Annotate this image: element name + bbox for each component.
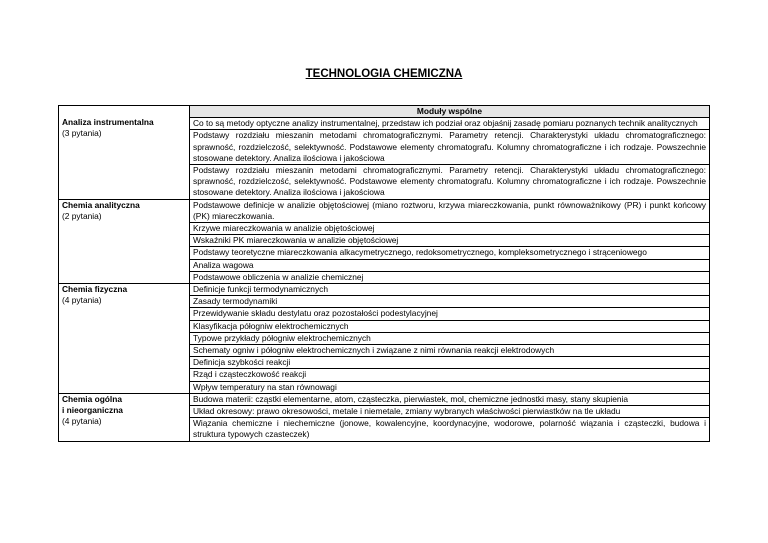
section-count: (2 pytania) — [62, 210, 102, 221]
topic-cell: Definicja szybkości reakcji — [190, 357, 710, 369]
section-name: Chemia analityczna — [62, 199, 140, 210]
header-row — [59, 106, 710, 118]
topic-cell: Krzywe miareczkowania w analizie objętościowej — [190, 223, 710, 235]
section-name: Chemia fizyczna — [62, 284, 128, 295]
topic-cell: Przewidywanie składu destylatu oraz pozostałości podestylacyjnej — [190, 308, 710, 320]
topic-cell: Wiązania chemiczne i niechemiczne (jonowe, kowalencyjne, koordynacyjne, wodorowe, polarność wiązania i cząsteczki, budowa i struktura typowych czasteczek) — [190, 418, 710, 441]
topic-cell: Wskaźniki PK miareczkowania w analizie objętościowej — [190, 235, 710, 247]
topic-cell: Zasady termodynamiki — [190, 296, 710, 308]
topic-cell: Co to są metody optyczne analizy instrumentalnej, przedstaw ich podział oraz objaśnij zasadę pomiaru poznanych technik analitycznych — [190, 118, 710, 130]
section-label-fizyczna — [59, 284, 190, 394]
section-name: Chemia ogólna — [62, 393, 123, 404]
section-name-cont: i nieorganiczna — [62, 405, 123, 416]
topic-cell: Podstawy teoretyczne miareczkowania alkacymetrycznego, redoksometrycznego, kompleksometrycznego i strąceniowego — [190, 247, 710, 259]
topic-cell: Podstawowe definicje w analizie objętościowej (miano roztworu, krzywa miareczkowania, punkt równoważnikowy (PR) i punkt końcowy (PK) miareczkowania. — [190, 199, 710, 222]
section-name: Analiza instrumentalna — [62, 117, 154, 127]
topic-cell: Wpływ temperatury na stan równowagi — [190, 381, 710, 393]
topic-cell: Analiza wagowa — [190, 259, 710, 271]
topic-cell: Podstawy rozdziału mieszanin metodami chromatograficznymi. Parametry retencji. Charakterystyki układu chromatograficznego: sprawność, rozdzielczość, selektywność. Podstawowe elementy chromatografu. Kolumny chromatograficzne i ich rodzaje. Powszechnie stosowane detektory. Analiza ilościowa i jakościowa — [190, 165, 710, 200]
section-count: (4 pytania) — [62, 416, 102, 427]
section-label-ogolna — [59, 393, 190, 441]
topic-cell: Podstawy rozdziału mieszanin metodami chromatograficznymi. Parametry retencji. Charakterystyki układu chromatograficznego: sprawność, rozdzielczość, selektywność. Podstawowe elementy chromatografu. Kolumny chromatograficzne i ich rodzaje. Powszechnie stosowane detektory. Analiza ilościowa i jakościowa — [190, 130, 710, 165]
topic-cell: Typowe przykłady półogniw elektrochemicznych — [190, 332, 710, 344]
section-label-analityczna — [59, 199, 190, 283]
section-count: (4 pytania) — [62, 295, 102, 306]
section-label-analiza — [59, 106, 190, 200]
topic-cell: Podstawowe obliczenia w analizie chemicznej — [190, 271, 710, 283]
topic-cell: Schematy ogniw i półogniw elektrochemicznych i związane z nimi równania reakcji elektrodowych — [190, 345, 710, 357]
modules-header: Moduły wspólne — [190, 106, 710, 118]
section-count: (3 pytania) — [62, 128, 102, 139]
document-title: TECHNOLOGIA CHEMICZNA — [305, 68, 463, 80]
modules-table — [58, 105, 710, 442]
topic-cell: Definicje funkcji termodynamicznych — [190, 284, 710, 296]
topic-cell: Klasyfikacja półogniw elektrochemicznych — [190, 320, 710, 332]
topic-cell: Budowa materii: cząstki elementarne, atom, cząsteczka, pierwiastek, mol, chemiczne jednostki masy, stany skupienia — [190, 393, 710, 405]
topic-cell: Układ okresowy: prawo okresowości, metale i niemetale, zmiany wybranych właściwości pierwiastków na tle układu — [190, 406, 710, 418]
topic-cell: Rząd i cząsteczkowość reakcji — [190, 369, 710, 381]
